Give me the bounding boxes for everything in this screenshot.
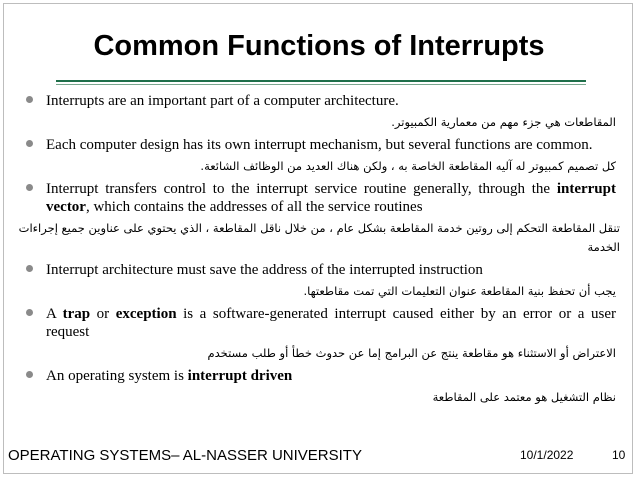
arabic-translation: نظام التشغيل هو معتمد على المقاطعة <box>432 390 616 404</box>
bullet-dot-icon <box>26 140 33 147</box>
bold-term: trap <box>62 306 91 322</box>
arabic-translation: الاعتراض أو الاستثناء هو مقاطعة ينتج عن البرامج إما عن حدوث خطأ أو طلب مستخدم <box>207 346 616 360</box>
footer-course: OPERATING SYSTEMS– AL-NASSER UNIVERSITY <box>8 447 362 464</box>
arabic-translation: يجب أن تحفظ بنية المقاطعة عنوان التعليمات التي تمت مقاطعتها. <box>303 284 616 298</box>
bullet-text: , which contains the addresses of all the service routines <box>85 199 423 215</box>
bullet-list <box>18 92 620 411</box>
title-underline <box>56 80 586 82</box>
bullet-item <box>18 261 616 279</box>
bold-term: exception <box>115 306 177 322</box>
bullet-dot-icon <box>26 371 33 378</box>
footer-date: 10/1/2022 <box>520 448 574 462</box>
bullet-item <box>18 305 616 341</box>
bold-term: interrupt vector <box>46 181 616 215</box>
bullet-text: An operating system is <box>46 368 188 384</box>
title-underline-thin <box>56 84 586 85</box>
bullet-text: or <box>90 306 116 322</box>
bullet-item <box>18 180 616 216</box>
bullet-dot-icon <box>26 309 33 316</box>
bullet-item <box>18 136 616 154</box>
bold-term: interrupt driven <box>187 368 293 384</box>
bullet-dot-icon <box>26 184 33 191</box>
bullet-dot-icon <box>26 265 33 272</box>
arabic-translation: كل تصميم كمبيوتر له آليه المقاطعة الخاصة به ، ولكن هناك العديد من الوظائف الشائعة. <box>200 159 616 173</box>
bullet-text: is a software-generated interrupt caused either by an error or a user request <box>46 306 616 340</box>
bullet-text: Interrupt architecture must save the address of the interrupted instruction <box>46 262 483 278</box>
bullet-item <box>18 367 616 385</box>
bullet-text: A <box>46 306 63 322</box>
bullet-dot-icon <box>26 96 33 103</box>
arabic-translation: المقاطعات هي جزء مهم من معمارية الكمبيوتر. <box>391 115 616 129</box>
bullet-item <box>18 92 616 110</box>
arabic-translation: تنقل المقاطعة التحكم إلى روتين خدمة المقاطعة بشكل عام ، من خلال ناقل المقاطعة ، الذي يحتوي على عناوين جميع إجراءات الخدمة <box>18 221 620 254</box>
slide-number: 10 <box>612 448 626 462</box>
bullet-text: Interrupt transfers control to the interrupt service routine generally, through the <box>46 181 557 197</box>
bullet-text: Interrupts are an important part of a computer architecture. <box>46 93 399 109</box>
slide-title: Common Functions of Interrupts <box>93 30 545 62</box>
bullet-text: Each computer design has its own interrupt mechanism, but several functions are common. <box>46 137 593 153</box>
